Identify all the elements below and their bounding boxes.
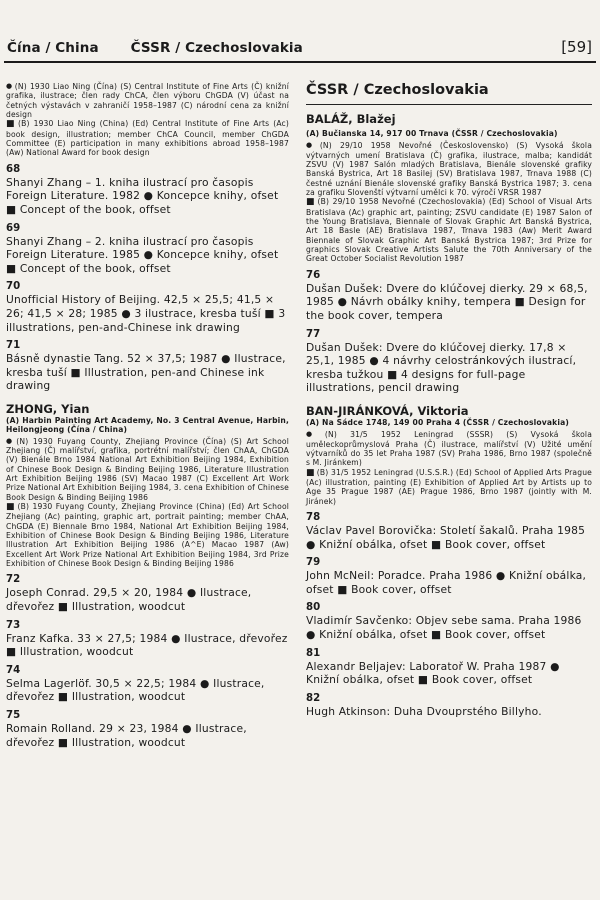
artwork-number: 78 <box>306 512 321 524</box>
page-header <box>0 0 600 74</box>
bullet-square-icon <box>306 197 318 206</box>
artwork-text: Dušan Dušek: Dvere do klúčovej dierky. 17,8 × 25,1, 1985 ● 4 návrhy celostránkových ilustrací, kresba tužkou ■ 4 designs for full-page illustrations, pencil drawing <box>306 340 577 395</box>
artwork-80 <box>306 602 592 641</box>
artwork-text: Shanyi Zhang – 1. kniha ilustrací pro časopis Foreign Literature. 1982 ● Koncepce knihy, ofset ■ Concept of the book, offset <box>6 175 279 216</box>
artwork-text: Alexandr Beljajev: Laboratoř W. Praha 1987 ● Knižní obálka, ofset ■ Book cover, offset <box>306 659 560 687</box>
artist-name: ZHONG, Yian <box>6 401 90 416</box>
artist-address: (A) Bučianska 14, 917 00 Trnava (ČSSR / Czechoslovakia) <box>306 129 558 138</box>
artwork-number: 74 <box>6 664 21 676</box>
bio-english: ■ (B) 31/5 1952 Leningrad (U.S.S.R.) (Ed) School of Applied Arts Prague (Ac) illustration, painting (E) Exhibition of Applied Art by Artists up to Age 35 Prague 1987 (AE) Prague 1986, Brno 1987 (jointly with M. Jiránek) <box>306 468 592 506</box>
artwork-text: Vladimír Savčenko: Objev sebe sama. Praha 1986 ● Knižní obálka, ofset ■ Book cover, offset <box>306 614 582 642</box>
artist-address: (A) Na Sádce 1748, 149 00 Praha 4 (ČSSR / Czechoslovakia) <box>306 417 569 427</box>
artwork-78 <box>306 512 592 551</box>
artwork-number: 70 <box>6 281 21 293</box>
artwork-text: Václav Pavel Borovička: Století šakalů. Praha 1985 ● Knižní obálka, ofset ■ Book cover, offset <box>306 524 586 551</box>
page-number: [59] <box>561 38 592 56</box>
artwork-number: 79 <box>306 557 321 569</box>
artist-name: BALÁŽ, Blažej <box>306 112 396 126</box>
bio-english: ■ (B) 29/10 1958 Nevořné (Czechoslovakia) (Ed) School of Visual Arts Bratislava (Ac) graphic art, painting; ZSVU candidate (E) 1987 Salon of the Young Bratislava, Biennale of Slovak Graphic Art Banská Bystrica, Art 18 Basle (AE) Bratislava 1987, Trnava 1983 (Aw) Merit Award Biennale of Slovak Graphic Art Banská Bystrica 1987; 3rd Prize for graphics Slovak Creative Artists Salute the 70th Anniversary of the Great October Socialist Revolution 1987 <box>306 197 592 263</box>
artwork-number: 75 <box>6 709 21 721</box>
artwork-text: Selma Lagerlöf. 30,5 × 22,5; 1984 ● Ilustrace, dřevořez ■ Illustration, woodcut <box>6 676 265 704</box>
artwork-77 <box>306 329 592 395</box>
header-rule <box>4 61 596 63</box>
artwork-text: Unofficial History of Beijing. 42,5 × 25,5; 41,5 × 26; 41,5 × 28; 1985 ● 3 ilustrace, kresba tuší ■ 3 illustrations, pen-and-Chinese ink drawing <box>6 293 286 334</box>
running-head-cssr: ČSSR / Czechoslovakia <box>130 40 303 56</box>
artwork-number: 76 <box>306 269 321 281</box>
artwork-number: 73 <box>6 619 21 631</box>
artist-address: (A) Harbin Painting Art Academy, No. 3 Central Avenue, Harbin, Heilongjeong (Čína / China) <box>6 415 289 435</box>
artwork-70 <box>6 281 289 334</box>
artwork-text: Joseph Conrad. 29,5 × 20, 1984 ● Ilustrace, dřevořez ■ Illustration, woodcut <box>6 586 252 613</box>
bullet-dot-icon <box>6 82 15 91</box>
artwork-number: 82 <box>306 692 321 704</box>
artwork-69 <box>6 223 289 276</box>
artwork-76 <box>306 270 592 323</box>
artwork-73 <box>6 620 289 659</box>
running-head-china: Čína / China <box>7 40 99 56</box>
bullet-square-icon <box>6 502 17 511</box>
artwork-number: 69 <box>6 222 21 234</box>
left-column <box>6 76 289 749</box>
artwork-number: 80 <box>306 602 321 614</box>
artist-name: BAN-JIRÁNKOVÁ, Viktoria <box>306 403 469 418</box>
artwork-text: Dušan Dušek: Dvere do klúčovej dierky. 29 × 68,5, 1985 ● Návrh obálky knihy, tempera ■ Design for the book cover, tempera <box>306 281 588 322</box>
artwork-72 <box>6 574 289 613</box>
artwork-number: 72 <box>6 574 21 586</box>
section-rule <box>306 104 592 105</box>
artwork-number: 77 <box>306 328 321 340</box>
artwork-82 <box>306 693 592 719</box>
bio-czech: ● (N) 31/5 1952 Leningrad (SSSR) (S) Vysoká škola uměleckoprůmyslová Praha (Č) ilustrace, malířství (V) Užité umění výtvarníků do 35 let Praha 1987 (SV) Praha 1986, Brno 1987 (společně s M. Jiránkem) <box>306 430 592 467</box>
running-head <box>7 40 303 56</box>
artwork-number: 71 <box>6 340 21 352</box>
artwork-68 <box>6 164 289 217</box>
bio-czech: ● (N) 29/10 1958 Nevořné (Československo) (S) Vysoká škola výtvarných umení Bratislava (Č) grafika, ilustrace, malba; kandidát ZSVU (V) 1987 Salón mladých Bratislava, Bienále slovenské grafiky Banská Bystrica, Art 18 Basilej (SV) Bratislava 1987, Trnava 1988 (C) čestné uznání Bienále slovenské grafiky Banská Bystrica 1987; 3. cena za grafiku Slovenští výtvarní umělci k 70. výročí VRSR 1987 <box>306 141 592 197</box>
artwork-81 <box>306 648 592 687</box>
artwork-text: Shanyi Zhang – 2. kniha ilustrací pro časopis Foreign Literature. 1985 ● Koncepce knihy, ofset ■ Concept of the book, offset <box>6 234 279 275</box>
artwork-text: Básně dynastie Tang. 52 × 37,5; 1987 ● Ilustrace, kresba tuší ■ Illustration, pen-and Chinese ink drawing <box>6 352 286 393</box>
artwork-74 <box>6 665 289 704</box>
artwork-text: Franz Kafka. 33 × 27,5; 1984 ● Ilustrace, dřevořez ■ Illustration, woodcut <box>6 631 288 659</box>
artwork-text: Hugh Atkinson: Duha Dvouprstého Billyho. <box>306 704 542 718</box>
bullet-square-icon <box>306 468 317 477</box>
bio-czech: ● (N) 1930 Fuyang County, Zhejiang Province (Čína) (S) Art School Zhejiang (Č) malířství, grafika, portrétní malířství; člen ChAA, ChGDA (V) Bienále Brno 1984 National Art Exhibition Beijing 1984, Exhibition of Chinese Book Design & Binding Beijing 1986, Literature Illustration Art Exhibition Beijing 1986 (SV) Macao 1987 (C) Excellent Art Work Prize National Art Exhibition Beijing 1984, 3. cena Exhibition of Chinese Book Design & Binding Beijing 1986 <box>6 437 289 502</box>
artwork-75 <box>6 710 289 749</box>
artwork-number: 81 <box>306 647 321 659</box>
bio-czech: ● (N) 1930 Liao Ning (Čína) (S) Central Institute of Fine Arts (Č) knižní grafika, ilustrace; člen rady ChCA, člen výboru ChGDA (V) účast na četných výstavách v zahraničí 1958–1987 (C) národní cena za knižní design <box>6 82 289 119</box>
section-title: ČSSR / Czechoslovakia <box>306 82 489 98</box>
artwork-79 <box>306 557 592 596</box>
bullet-dot-icon <box>306 141 320 150</box>
bio-english: ■ (B) 1930 Liao Ning (China) (Ed) Central Institute of Fine Arts (Ac) book design, illustration; member ChCA Council, member ChGDA Committee (E) participation in many exhibitions abroad 1958–1987 (Aw) National Award for book design <box>6 119 289 157</box>
bullet-dot-icon <box>6 437 16 446</box>
bullet-square-icon <box>6 119 18 128</box>
bio-english: ■ (B) 1930 Fuyang County, Zhejiang Province (China) (Ed) Art School Zhejiang (Ac) painting, graphic art, portrait painting; member ChAA, ChGDA (E) Biennale Brno 1984, National Art Exhibition Beijing 1984, Exhibition of Chinese Book Design & Binding Beijing 1986, Literature Illustration Art Exhibition Beijing 1986 (A^E) Macao 1987 (Aw) Excellent Art Work Prize National Art Exhibition Beijing 1984, 3rd Prize Exhibition of Chinese Book Design & Binding Beijing 1986 <box>6 502 289 568</box>
right-column <box>306 76 592 718</box>
artwork-text: John McNeil: Poradce. Praha 1986 ● Knižní obálka, ofset ■ Book cover, offset <box>306 569 587 596</box>
artwork-71 <box>6 340 289 393</box>
artwork-number: 68 <box>6 163 21 175</box>
artwork-text: Romain Rolland. 29 × 23, 1984 ● Ilustrace, dřevořez ■ Illustration, woodcut <box>6 721 247 749</box>
bullet-dot-icon <box>306 430 325 439</box>
